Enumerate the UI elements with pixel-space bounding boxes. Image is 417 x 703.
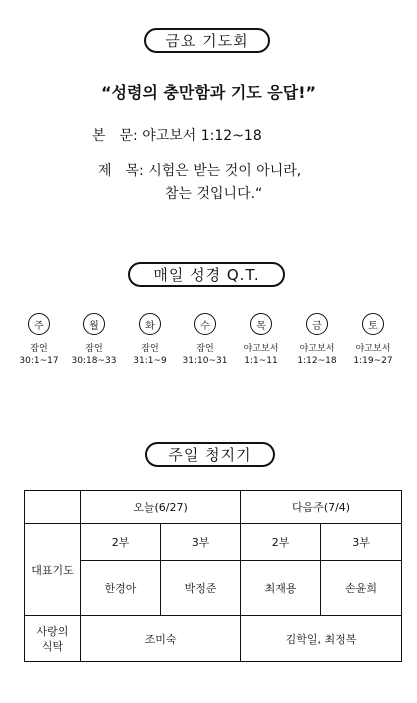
scripture-text: 야고보서 1:12~18: [142, 128, 262, 144]
qt-ref: 30:18~33: [71, 356, 117, 366]
qt-book: 잠언: [85, 344, 103, 354]
qt-day-fri: [289, 313, 345, 368]
prayer-today-3: 박정준: [161, 561, 241, 616]
header-today: 오늘(6/27): [81, 491, 241, 524]
header-next: 다음주(7/4): [241, 491, 402, 524]
subject-label: 제 목:: [98, 163, 144, 179]
qt-ref: 31:1~9: [133, 356, 167, 366]
qt-book: 야고보서: [355, 344, 391, 354]
table-meal-today: 조미숙: [81, 616, 241, 662]
section-title-prayer-meeting: [144, 28, 270, 53]
qt-book: 잠언: [141, 344, 159, 354]
prayer-meeting-title: 금요 기도회: [165, 32, 249, 50]
qt-book: 잠언: [30, 344, 48, 354]
table-meal-next: 김학일, 최정복: [241, 616, 402, 662]
subject-line: [98, 160, 301, 180]
table-meal-label: 사랑의 식탁: [25, 616, 81, 662]
qt-ref: 30:1~17: [19, 356, 59, 366]
prayer-today-2: 한경아: [81, 561, 161, 616]
day-circle: 주: [28, 313, 50, 335]
qt-ref: 1:19~27: [353, 356, 393, 366]
subject-text-line1: 시험은 받는 것이 아니라,: [148, 163, 302, 179]
day-circle: 월: [83, 313, 105, 335]
prayer-label: 대표기도: [25, 524, 81, 616]
daily-qt-title: 매일 성경 Q.T.: [153, 266, 260, 284]
table-row: [25, 524, 402, 561]
day-circle: 토: [362, 313, 384, 335]
qt-book: 잠언: [196, 344, 214, 354]
header-service-2: 2부: [241, 524, 321, 561]
day-circle: 금: [306, 313, 328, 335]
header-service-3: 3부: [321, 524, 402, 561]
prayer-next-3: 손윤희: [321, 561, 402, 616]
sermon-title: “성령의 충만함과 기도 응답!”: [100, 83, 317, 102]
scripture-line: [92, 125, 262, 145]
scripture-label: 본 문:: [92, 128, 138, 144]
day-circle: 목: [250, 313, 272, 335]
qt-day-sun: [11, 313, 67, 368]
header-service-2: 2부: [81, 524, 161, 561]
qt-book: 야고보서: [299, 344, 335, 354]
section-title-daily-qt: [128, 262, 285, 287]
qt-day-tue: [122, 313, 178, 368]
qt-day-sat: [345, 313, 401, 368]
qt-ref: 31:10~31: [182, 356, 228, 366]
day-circle: 수: [194, 313, 216, 335]
qt-ref: 1:1~11: [244, 356, 278, 366]
day-circle: 화: [139, 313, 161, 335]
section-title-stewards: [145, 442, 275, 467]
table-row: [25, 561, 402, 616]
stewards-title: 주일 청지기: [168, 446, 252, 464]
qt-day-mon: [66, 313, 122, 368]
qt-day-thu: [233, 313, 289, 368]
qt-ref: 1:12~18: [297, 356, 337, 366]
table-row: [25, 491, 402, 524]
subject-text-line2: 참는 것입니다.“: [165, 186, 263, 202]
qt-day-wed: [177, 313, 233, 368]
qt-book: 야고보서: [243, 344, 279, 354]
stewards-table: [24, 490, 402, 662]
table-row: [25, 616, 402, 662]
prayer-next-2: 최재용: [241, 561, 321, 616]
table-corner-cell: [25, 491, 81, 524]
header-service-3: 3부: [161, 524, 241, 561]
